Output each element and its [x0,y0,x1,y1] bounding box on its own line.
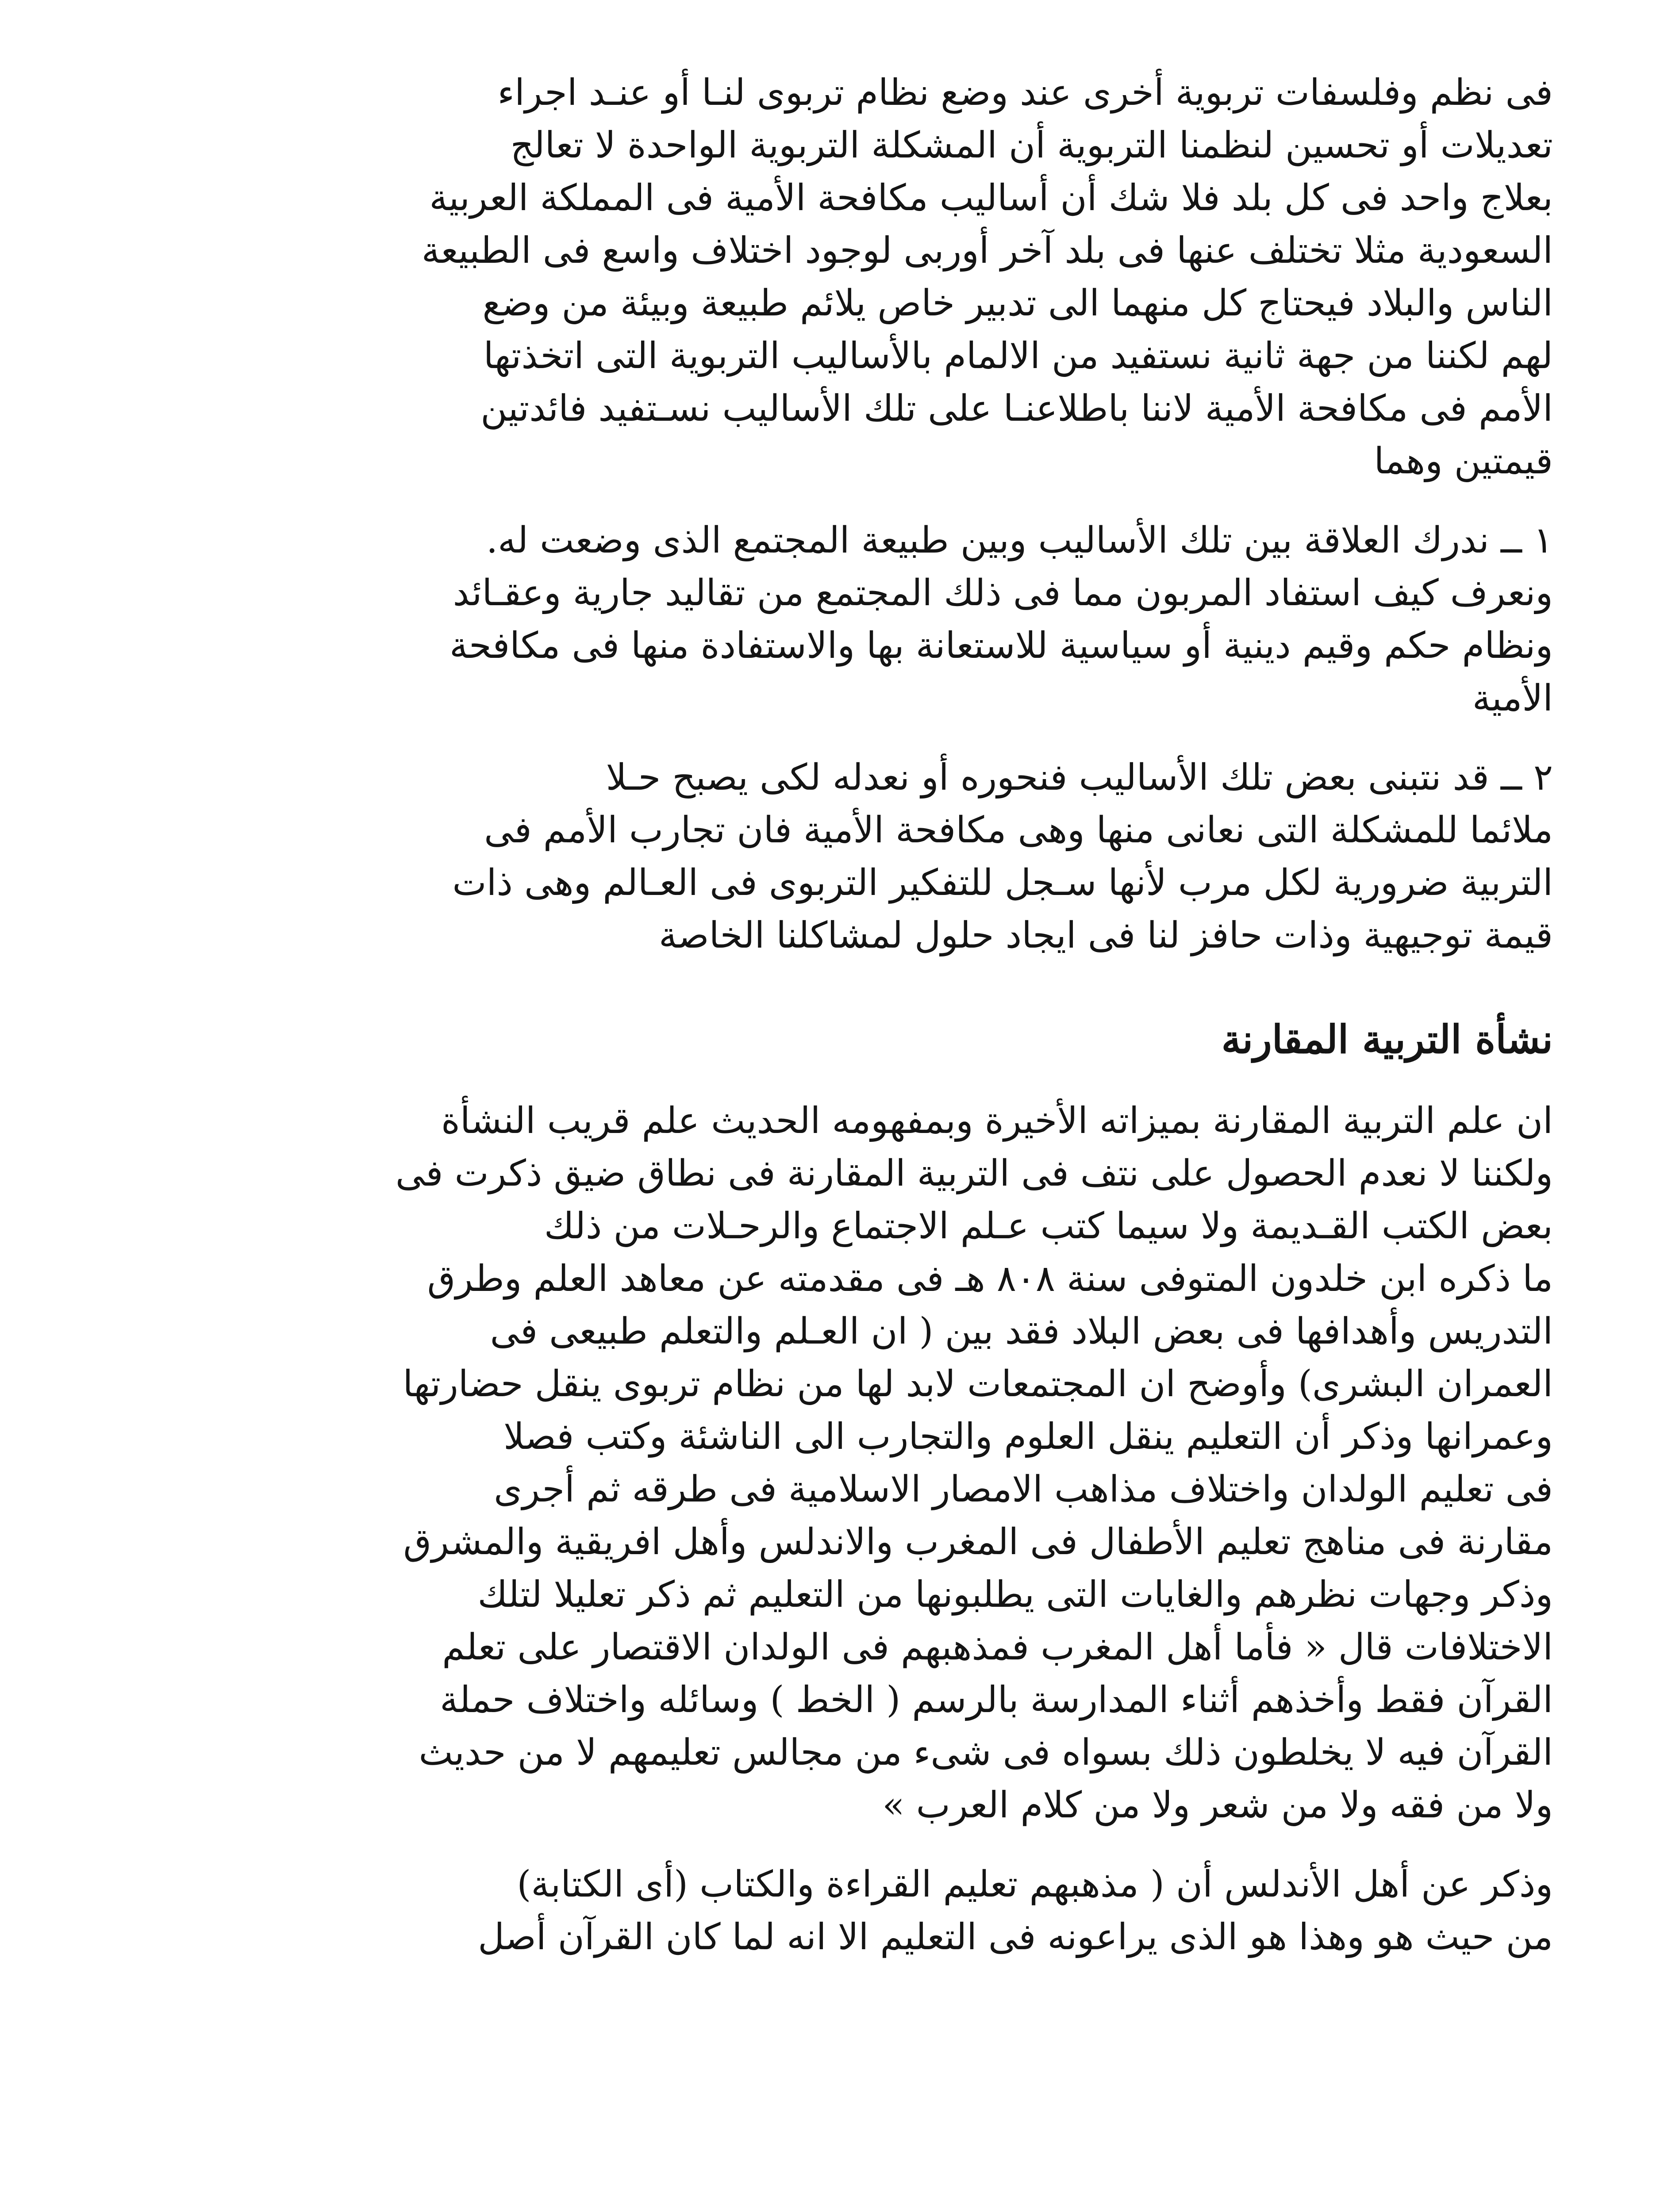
text-line: ونظام حكم وقيم دينية أو سياسية للاستعانة بها والاستفادة منها فى مكافحة [450,625,1553,667]
paragraph-andalus [115,1858,1553,1963]
text-line: ما ذكره ابن خلدون المتوفى سنة ٨٠٨ هـ فى مقدمته عن معاهد العلم وطرق [427,1258,1553,1300]
text-line: قيمتين وهما [1374,440,1553,482]
text-line: ١ ــ ندرك العلاقة بين تلك الأساليب وبين طبيعة المجتمع الذى وضعت له. [486,519,1553,561]
text-line: لهم لكننا من جهة ثانية نستفيد من الالمام بالأساليب التربوية التى اتخذتها [483,335,1553,377]
text-line: ٢ ــ قد نتبنى بعض تلك الأساليب فنحوره أو نعدله لكى يصبح حـلا [606,757,1553,799]
text-line: الأمم فى مكافحة الأمية لاننا باطلاعنـا على تلك الأساليب نسـتفيد فائدتين [480,388,1553,430]
list-item-2 [115,751,1553,962]
text-line: بعلاج واحد فى كل بلد فلا شك أن أساليب مكافحة الأمية فى المملكة العربية [429,177,1553,219]
text-line: القرآن فقط وأخذهم أثناء المدارسة بالرسم ( الخط ) وسائله واختلاف حملة [440,1679,1553,1721]
text-line: فى تعليم الولدان واختلاف مذاهب الامصار الاسلامية فى طرقه ثم أجرى [494,1468,1553,1510]
text-line: السعودية مثلا تختلف عنها فى بلد آخر أوربى لوجود اختلاف واسع فى الطبيعة [421,230,1553,272]
text-line: ملائما للمشكلة التى نعانى منها وهى مكافحة الأمية فان تجارب الأمم فى [484,809,1553,851]
text-line: الأمية [1472,677,1553,719]
text-line: العمران البشرى) وأوضح ان المجتمعات لابد لها من نظام تربوى ينقل حضارتها [403,1363,1553,1405]
section-heading: نشأة التربية المقارنة [1221,1016,1553,1062]
text-line: بعض الكتب القـديمة ولا سيما كتب عـلم الاجتماع والرحـلات من ذلك [544,1205,1553,1247]
text-line: القرآن فيه لا يخلطون ذلك بسواه فى شىء من مجالس تعليمهم لا من حديث [419,1732,1553,1774]
text-line: ان علم التربية المقارنة بميزاته الأخيرة وبمفهومه الحديث علم قريب النشأة [441,1100,1553,1142]
text-line: من حيث هو وهذا هو الذى يراعونه فى التعليم الا انه لما كان القرآن أصل [478,1916,1553,1958]
text-line: وذكر وجهات نظرهم والغايات التى يطلبونها من التعليم ثم ذكر تعليلا لتلك [477,1574,1553,1616]
document-page [115,66,1553,2212]
list-item-1 [115,514,1553,725]
text-line: التربية ضرورية لكل مرب لأنها سـجل للتفكير التربوى فى العـالم وهى ذات [452,862,1553,904]
text-line: ونعرف كيف استفاد المربون مما فى ذلك المجتمع من تقاليد جارية وعقـائد [453,572,1553,614]
text-line: فى نظم وفلسفات تربوية أخرى عند وضع نظام تربوى لنـا أو عنـد اجراء [497,72,1553,114]
text-line: ولا من فقه ولا من شعر ولا من كلام العرب » [882,1784,1553,1826]
text-line: وعمرانها وذكر أن التعليم ينقل العلوم والتجارب الى الناشئة وكتب فصلا [503,1416,1553,1458]
text-line: التدريس وأهدافها فى بعض البلاد فقد بين ( ان العـلم والتعلم طبيعى فى [490,1310,1553,1352]
text-line: تعديلات أو تحسين لنظمنا التربوية أن المشكلة التربوية الواحدة لا تعالج [510,124,1553,166]
paragraph-history [115,1094,1553,1832]
text-line: الاختلافات قال « فأما أهل المغرب فمذهبهم فى الولدان الاقتصار على تعلم [442,1626,1553,1668]
paragraph-intro [115,66,1553,488]
text-line: ولكننا لا نعدم الحصول على نتف فى التربية المقارنة فى نطاق ضيق ذكرت فى [395,1152,1553,1194]
text-line: مقارنة فى مناهج تعليم الأطفال فى المغرب والاندلس وأهل افريقية والمشرق [403,1521,1553,1563]
text-line: الناس والبلاد فيحتاج كل منهما الى تدبير خاص يلائم طبيعة وبيئة من وضع [482,282,1553,324]
text-line: قيمة توجيهية وذات حافز لنا فى ايجاد حلول لمشاكلنا الخاصة [658,914,1553,956]
text-line: وذكر عن أهل الأندلس أن ( مذهبهم تعليم القراءة والكتاب (أى الكتابة) [517,1863,1553,1905]
